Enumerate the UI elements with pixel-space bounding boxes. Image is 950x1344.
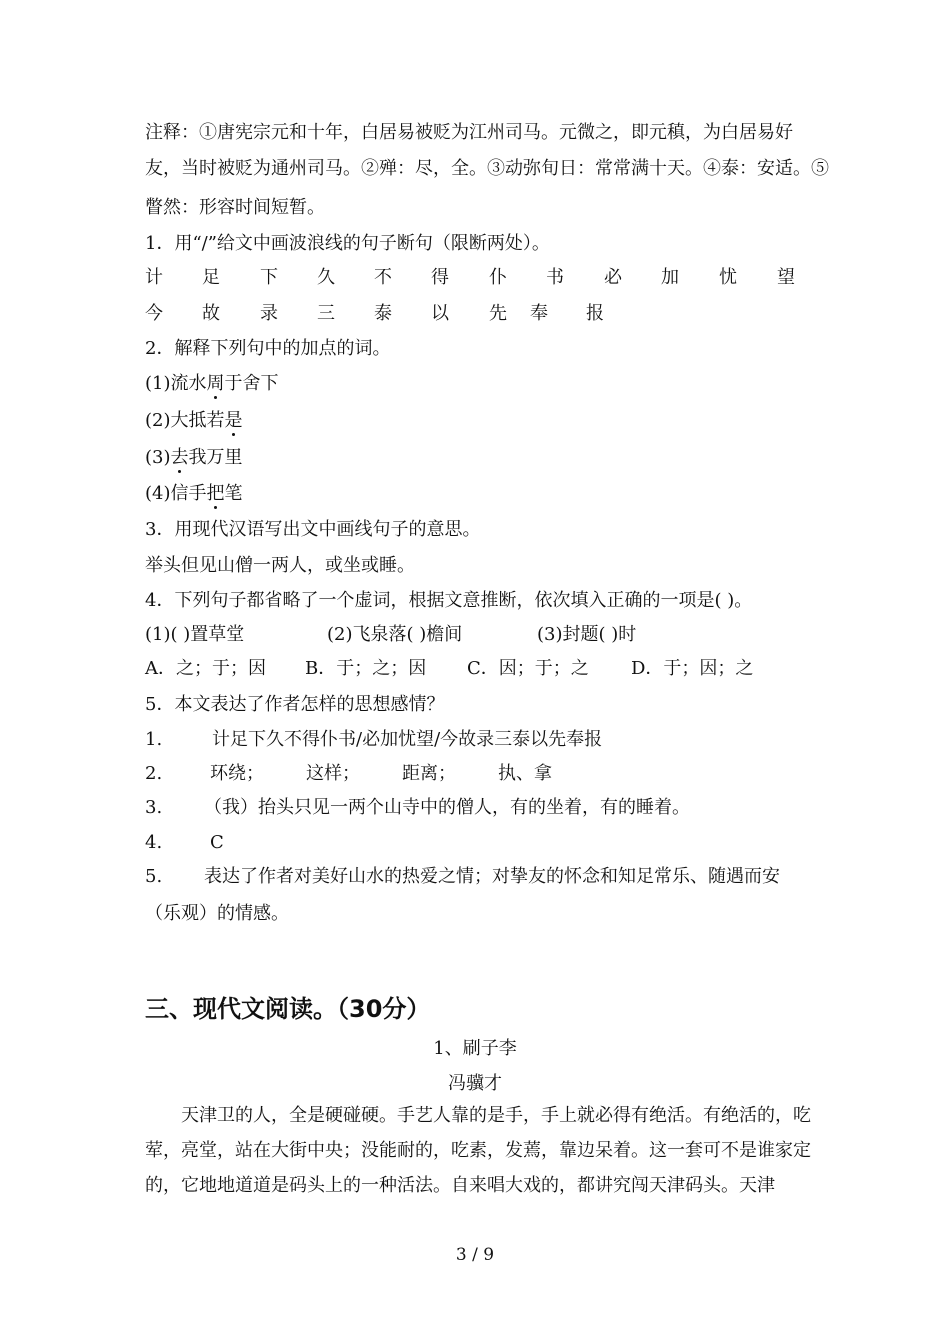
section-heading: 三、现代文阅读。（30分） <box>145 995 431 1023</box>
char-cell: 故 <box>202 303 220 324</box>
question-4-options <box>145 657 785 681</box>
char-cell: 三 <box>317 303 335 324</box>
question-2-item-3 <box>145 446 243 470</box>
answer-2 <box>145 762 595 786</box>
option-a: A．之；于；因 <box>145 658 266 679</box>
option-c: C．因；于；之 <box>467 658 589 679</box>
question-4-parts <box>145 623 685 647</box>
item-text: (3) <box>145 447 171 468</box>
answer-4 <box>145 831 245 855</box>
answer-term: 环绕； <box>210 763 264 784</box>
char-cell: 不 <box>374 267 392 288</box>
char-cell: 得 <box>431 267 449 288</box>
blank-part: (1)( )置草堂 <box>145 624 245 645</box>
answer-term: 距离； <box>402 763 456 784</box>
answer-number: 4. <box>145 832 163 853</box>
note-line-2: 友，当时被贬为通州司马。②殚：尽，全。③动弥旬日：常常满十天。④泰：安适。⑤ <box>145 158 829 179</box>
item-text: (2)大抵若 <box>145 410 225 431</box>
char-cell: 先 <box>489 303 507 324</box>
question-3-prompt: 3．用现代汉语写出文中画线句子的意思。 <box>145 519 481 540</box>
answer-text: 表达了作者对美好山水的热爱之情；对挚友的怀念和知足常乐、随遇而安 <box>204 866 780 887</box>
char-cell: 今 <box>145 303 163 324</box>
answer-number: 2. <box>145 763 163 784</box>
item-text: (4)信手 <box>145 483 207 504</box>
char-cell: 足 <box>202 267 220 288</box>
char-cell: 必 <box>604 267 622 288</box>
char-cell: 报 <box>586 303 604 324</box>
question-1-row-2 <box>145 302 625 326</box>
question-3-sentence: 举头但见山僧一两人，或坐或睡。 <box>145 555 415 576</box>
item-text: 我万里 <box>188 447 243 468</box>
char-cell: 下 <box>260 267 278 288</box>
item-text: (1)流水 <box>145 373 207 394</box>
char-cell: 加 <box>661 267 679 288</box>
answer-number: 3. <box>145 797 163 818</box>
question-4-prompt: 4．下列句子都省略了一个虚词，根据文意推断，依次填入正确的一项是( )。 <box>145 590 753 611</box>
answer-5 <box>145 865 813 889</box>
question-1-prompt: 1．用“/”给文中画波浪线的句子断句（限断两处）。 <box>145 233 550 254</box>
question-1-row-1 <box>145 266 805 290</box>
char-cell: 奉 <box>530 303 548 324</box>
answer-number: 5. <box>145 866 163 887</box>
dotted-word: 周 <box>206 373 225 394</box>
note-line-1: 注释：①唐宪宗元和十年，白居易被贬为江州司马。元微之，即元稹，为白居易好 <box>145 122 793 143</box>
option-b: B．于；之；因 <box>305 658 427 679</box>
answer-term: 执、拿 <box>498 763 552 784</box>
answer-3 <box>145 796 745 820</box>
answer-text: 计足下久不得仆书/必加忧望/今故录三泰以先奉报 <box>212 729 603 750</box>
answer-text: C <box>210 832 224 853</box>
answer-5-continuation: （乐观）的情感。 <box>145 903 289 924</box>
char-cell: 仆 <box>489 267 507 288</box>
story-title: 1、刷子李 <box>433 1038 517 1059</box>
question-2-prompt: 2．解释下列句中的加点的词。 <box>145 338 391 359</box>
dotted-word: 是 <box>224 410 243 431</box>
answer-1 <box>145 728 645 752</box>
char-cell: 忧 <box>719 267 737 288</box>
item-text: 笔 <box>224 483 243 504</box>
char-cell: 书 <box>546 267 564 288</box>
blank-part: (3)封题( )时 <box>537 624 637 645</box>
char-cell: 久 <box>317 267 335 288</box>
answer-term: 这样； <box>306 763 360 784</box>
note-line-3: 瞥然：形容时间短暂。 <box>145 197 325 218</box>
question-2-item-1 <box>145 372 279 396</box>
char-cell: 录 <box>260 303 278 324</box>
char-cell: 泰 <box>374 303 392 324</box>
story-paragraph: 天津卫的人，全是硬碰硬。手艺人靠的是手，手上就必得有绝活。有绝活的，吃荤，亮堂，站在大街中央；没能耐的，吃素，发蔫，靠边呆着。这一套可不是谁家定的，它地地道道是码头上的一种活法。自来唱大戏的，都讲究闯天津码头。天津 <box>145 1105 811 1196</box>
char-cell: 计 <box>145 267 163 288</box>
dotted-word: 去 <box>170 447 189 468</box>
page-number: 3 / 9 <box>455 1245 495 1265</box>
item-text: 于舍下 <box>224 373 279 394</box>
char-cell: 以 <box>431 303 449 324</box>
question-2-item-4 <box>145 482 243 506</box>
dotted-word: 把 <box>206 483 225 504</box>
option-d: D．于；因；之 <box>631 658 754 679</box>
answer-text: （我）抬头只见一两个山寺中的僧人，有的坐着，有的睡着。 <box>204 797 690 818</box>
answer-number: 1. <box>145 729 163 750</box>
question-5-prompt: 5．本文表达了作者怎样的思想感情？ <box>145 694 445 715</box>
char-cell: 望 <box>777 267 795 288</box>
story-author: 冯骥才 <box>448 1073 502 1094</box>
question-2-item-2 <box>145 409 243 433</box>
blank-part: (2)飞泉落( )檐间 <box>327 624 463 645</box>
